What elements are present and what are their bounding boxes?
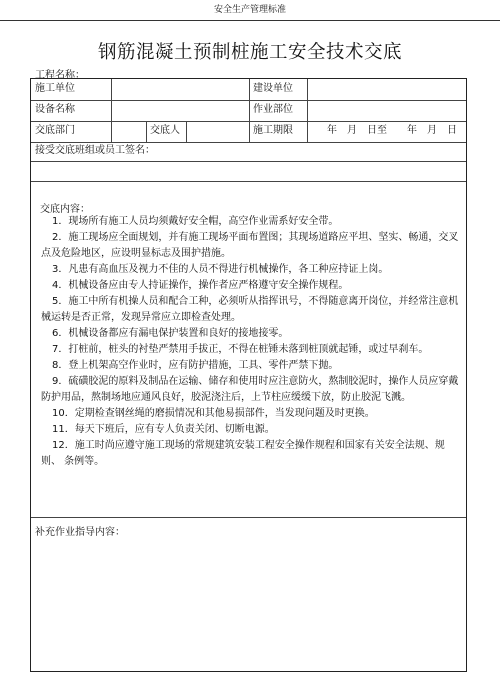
divider bbox=[307, 121, 308, 142]
row-department bbox=[31, 121, 466, 143]
header-standard: 安全生产管理标准 bbox=[0, 0, 500, 21]
supplement-label: 补充作业指导内容： bbox=[35, 527, 125, 538]
form-table bbox=[30, 78, 467, 672]
contractor-label: 施工单位 bbox=[35, 83, 75, 94]
list-item: 1．现场所有施工人员均须戴好安全帽，高空作业需系好安全带。 bbox=[52, 216, 339, 227]
list-item: 9．硫磺胶泥的原料及制品在运输、储存和使用时应注意防火，熬制胶泥时，操作人员应穿戴 防护用品，熬制场地应通风良好，胶泥浇注后，上节柱应缓缓下放，防止胶泥飞溅。 bbox=[41, 376, 459, 403]
row-contractor bbox=[31, 79, 466, 101]
project-name-label: 工程名称： bbox=[35, 70, 85, 81]
row-signature bbox=[31, 142, 466, 162]
person-field[interactable] bbox=[186, 121, 249, 142]
list-item: 3．凡患有高血压及视力不佳的人员不得进行机械操作，各工种应持证上岗。 bbox=[52, 264, 389, 275]
signature-label: 接受交底班组或员工签名： bbox=[35, 145, 155, 156]
list-item: 8．登上机架高空作业时，应有防护措施，工具、零件严禁下抛。 bbox=[52, 360, 339, 371]
list-item: 4．机械设备应由专人持证操作，操作者应严格遵守安全操作规程。 bbox=[52, 280, 349, 291]
dept-label: 交底部门 bbox=[35, 125, 75, 136]
equipment-label: 设备名称 bbox=[35, 104, 75, 115]
period-start-date[interactable]: 年 月 日至 bbox=[327, 125, 387, 136]
briefing-content bbox=[31, 192, 466, 518]
content-items bbox=[41, 214, 461, 470]
content-label: 交底内容： bbox=[40, 204, 90, 215]
location-field[interactable] bbox=[307, 100, 466, 121]
contractor-field[interactable] bbox=[111, 79, 249, 100]
list-item: 11．每天下班后，应有专人负责关闭、切断电源。 bbox=[52, 424, 275, 435]
builder-field[interactable] bbox=[307, 79, 466, 100]
period-end-date[interactable]: 年 月 日 bbox=[407, 125, 457, 136]
list-item: 12．施工时尚应遵守施工现场的常规建筑安装工程安全操作规程和国家有关安全法规、规则、 条例等。 bbox=[41, 440, 445, 467]
period-label: 施工期限 bbox=[253, 125, 293, 136]
list-item: 6．机械设备都应有漏电保护装置和良好的接地接零。 bbox=[52, 328, 289, 339]
person-label: 交底人 bbox=[150, 125, 180, 136]
list-item: 10．定期检查钢丝绳的磨损情况和其他易损部件，当发现问题及时更换。 bbox=[52, 408, 375, 419]
location-label: 作业部位 bbox=[253, 104, 293, 115]
row-equipment bbox=[31, 100, 466, 122]
equipment-field[interactable] bbox=[111, 100, 249, 121]
list-item: 5．施工中所有机操人员和配合工种，必须听从指挥讯号，不得随意离开岗位，并经常注意机 械运转是否正常，发现异常应立即检查处理。 bbox=[41, 296, 459, 323]
document-title: 钢筋混凝土预制桩施工安全技术交底 bbox=[97, 42, 402, 63]
list-item: 7．打桩前，桩头的衬垫严禁用手拔正，不得在桩锤未落到桩顶就起锤，或过早刹车。 bbox=[52, 344, 429, 355]
list-item: 2．施工现场应全面规划，并有施工现场平面布置图；其现场道路应平坦、坚实、畅通，交叉 点及危险地区，应设明显标志及围护措施。 bbox=[41, 232, 459, 259]
dept-field[interactable] bbox=[111, 121, 146, 142]
builder-label: 建设单位 bbox=[253, 83, 293, 94]
row-signature-blank[interactable] bbox=[31, 161, 466, 182]
